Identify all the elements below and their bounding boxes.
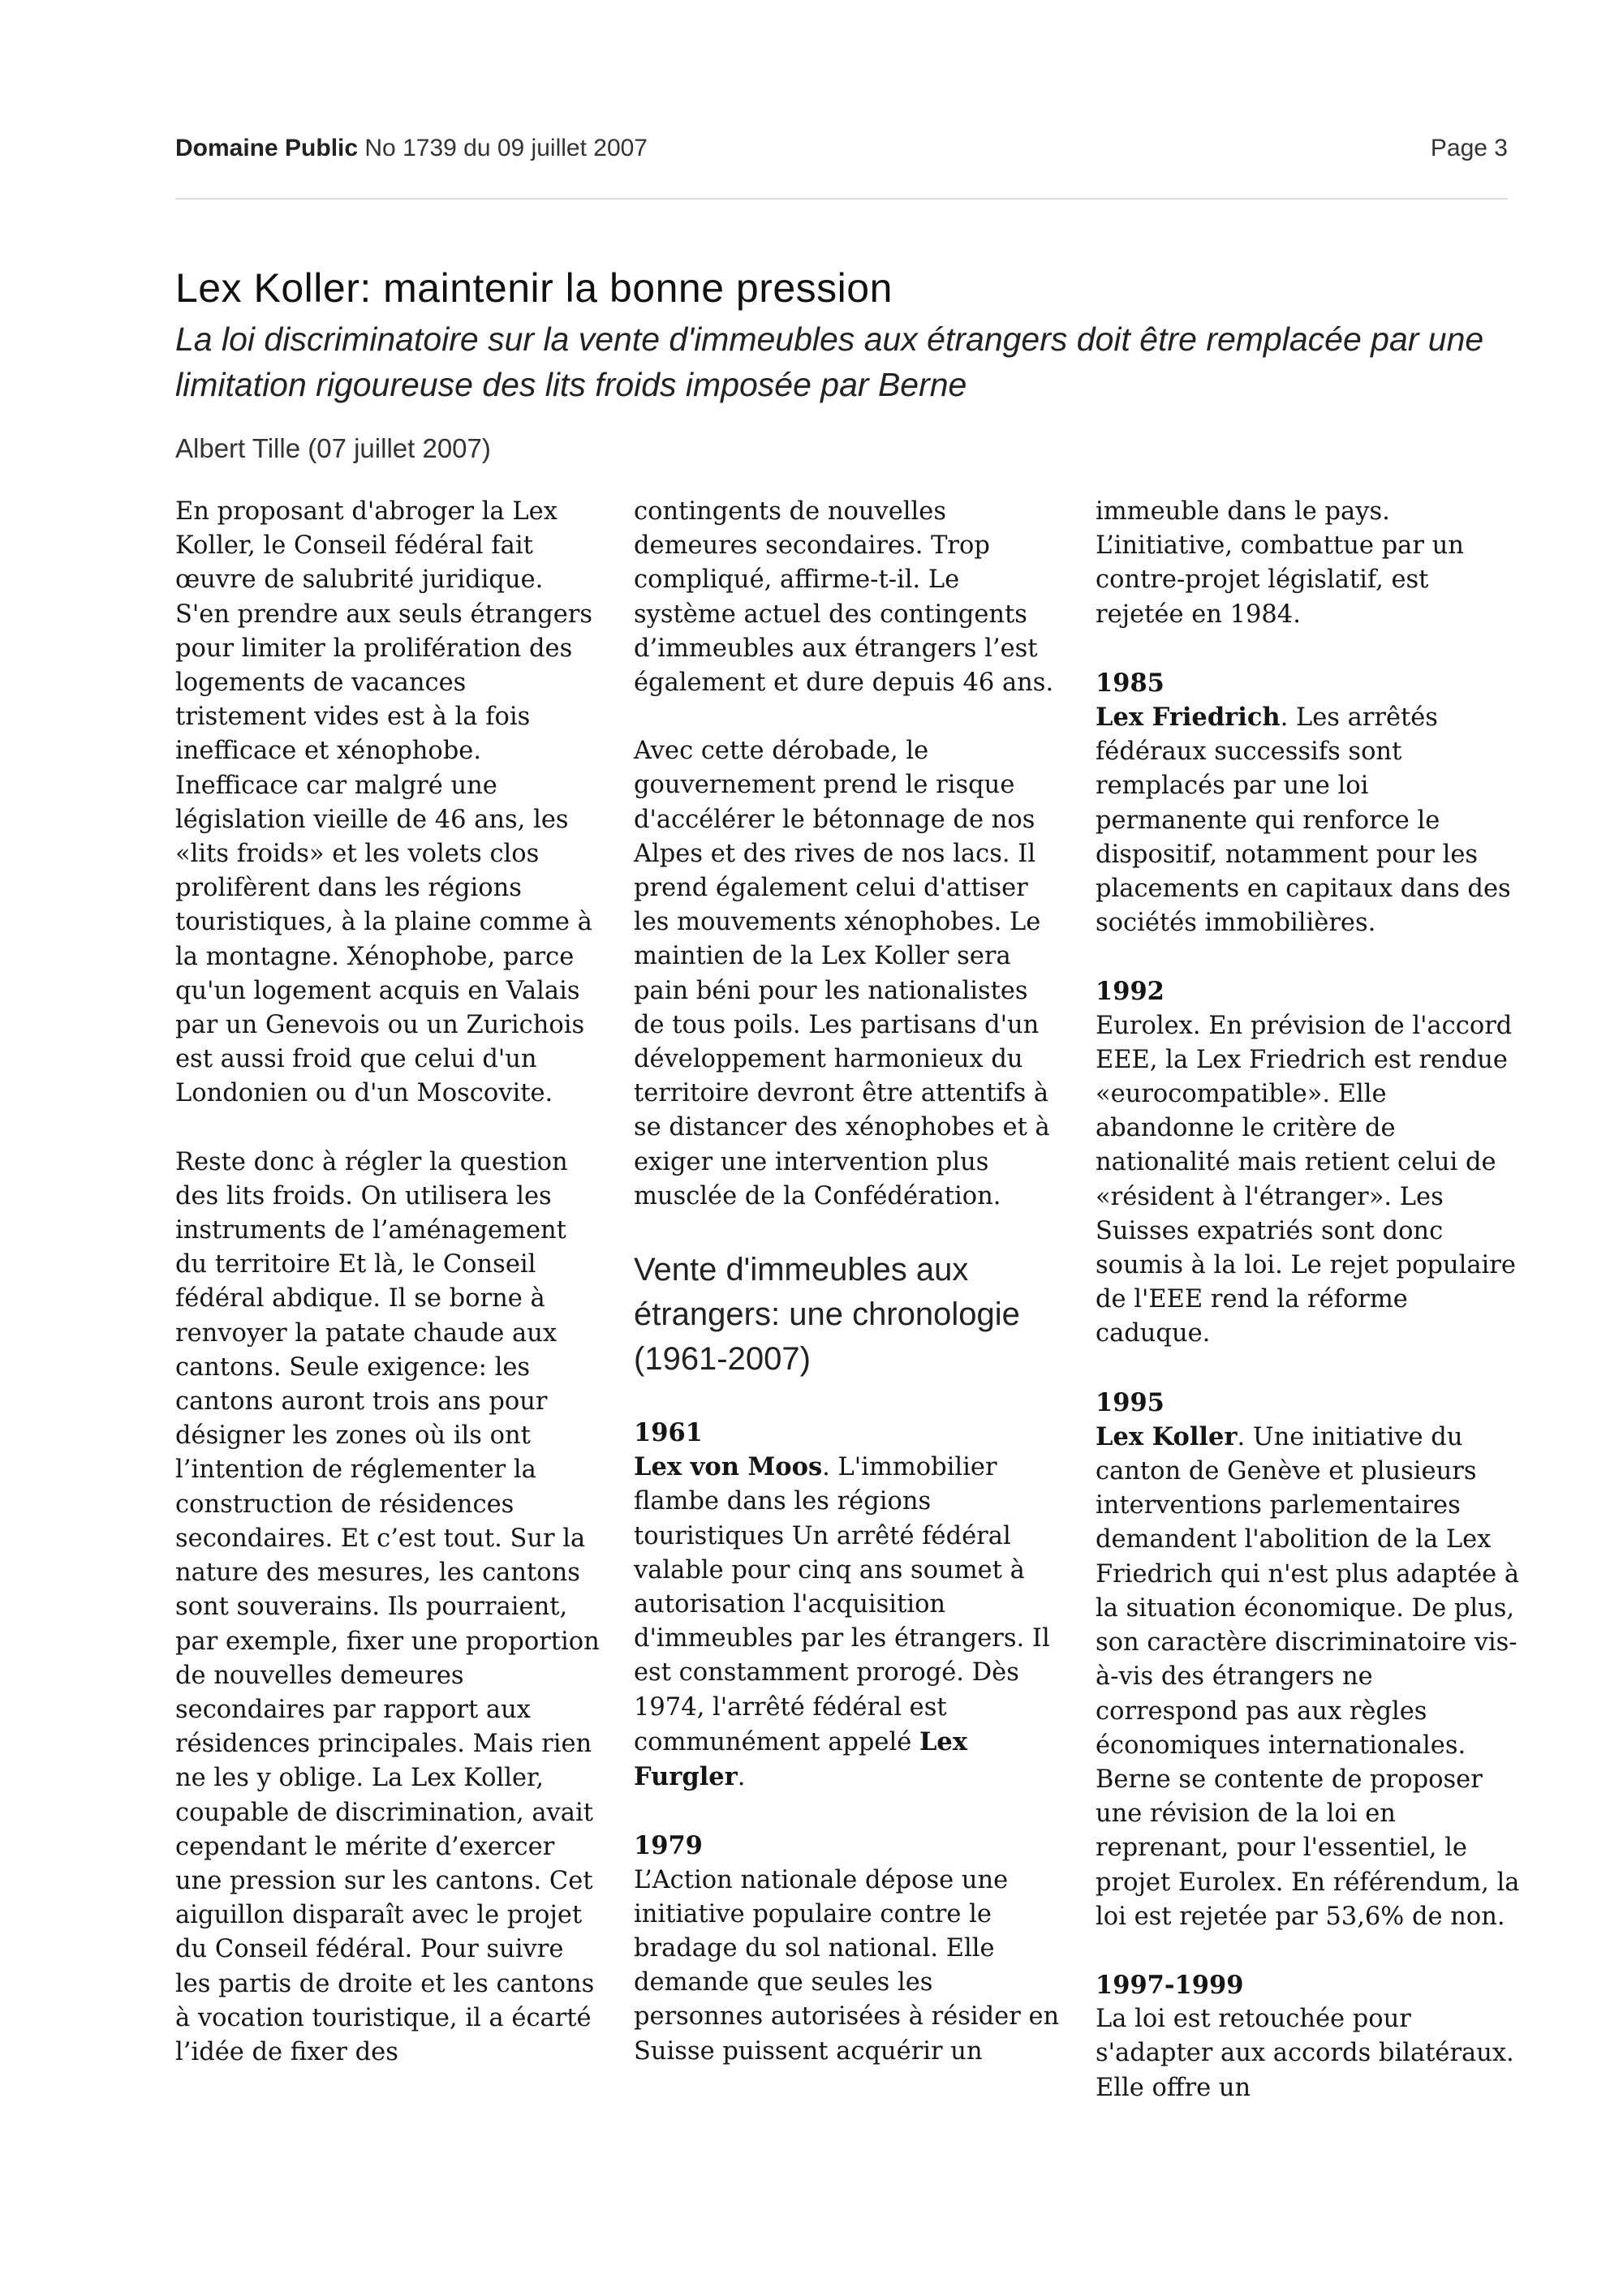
entry-1979-continued: immeuble dans le pays. L’initiative, combattue par un contre-projet législatif, est rejetée en 1984. [1096, 497, 1464, 629]
paragraph-3: Avec cette dérobade, le gouvernement prend le risque d'accélérer le bétonnage de nos Alpes et des rives de nos lacs. Il prend également celui d'attiser les mouvements xénophobes. Le maintien de la Lex Koller sera pain béni pour les nationalistes de tous poils. Les partisans d'un développement harmonieux du territoire devront être attentifs à se distancer des xénophobes et à exiger une intervention plus musclée de la Confédération. [634, 737, 1050, 1210]
entry-year: 1992 [1096, 977, 1165, 1007]
entry-lex-name: Lex Koller [1096, 1421, 1238, 1451]
column-2 [634, 495, 1060, 2103]
entry-year: 1997-1999 [1096, 1970, 1244, 2000]
entry-year: 1995 [1096, 1387, 1165, 1417]
paragraph-1: En proposant d'abroger la Lex Koller, le Conseil fédéral fait œuvre de salubrité juridique. S'en prendre aux seuls étrangers pour limiter la prolifération des logements de vacances tristement vides est à la fois inefficace et xénophobe. Inefficace car malgré une législation vieille de 46 ans, les «lits froids» et les volets clos prolifèrent dans les régions touristiques, à la plaine comme à la montagne. Xénophobe, parce qu'un logement acquis en Valais par un Genevois ou un Zurichois est aussi froid que celui d'un Londonien ou d'un Moscovite. [175, 497, 593, 1108]
entry-text: La loi est retouchée pour s'adapter aux accords bilatéraux. Elle offre un [1096, 2005, 1514, 2102]
publication-name: Domaine Public [175, 135, 359, 161]
article-byline: Albert Tille (07 juillet 2007) [175, 433, 491, 463]
chronology-entry-1992 [1096, 974, 1522, 1351]
chronology-heading: Vente d'immeubles aux étrangers: une chronologie (1961-2007) [634, 1252, 1020, 1378]
issue-info: No 1739 du 09 juillet 2007 [364, 135, 648, 161]
entry-text: . Les arrêtés fédéraux successifs sont remplacés par une loi permanente qui renforce le dispositif, notamment pour les placements en capitaux dans des sociétés immobilières. [1096, 703, 1511, 938]
entry-year: 1985 [1096, 668, 1165, 698]
entry-year: 1979 [634, 1831, 703, 1861]
chronology-entry-1985 [1096, 666, 1522, 941]
chronology-entry-1979 [634, 1829, 1060, 2068]
entry-text: . Une initiative du canton de Genève et plusieurs interventions parlementaires demandent l'abolition de la Lex Friedrich qui n'est plus adaptée à la situation économique. De plus, son caractère discriminatoire vis-à-vis des étrangers ne correspond pas aux règles économiques internationales. Berne se contente de proposer une révision de la loi en reprenant, pour l'essentiel, le projet Eurolex. En référendum, la loi est rejetée par 53,6% de non. [1096, 1422, 1520, 1931]
entry-text: . L'immobilier flambe dans les régions touristiques Un arrêté fédéral valable pour cinq ans soumet à autorisation l'acquisition d'immeubles par les étrangers. Il est constamment prorogé. Dès 1974, l'arrêté fédéral est communément appelé [634, 1453, 1050, 1756]
entry-tail: . [737, 1763, 746, 1792]
chronology-entry-1997-1999 [1096, 1968, 1522, 2105]
chronology-entry-1995 [1096, 1386, 1522, 1934]
entry-lex-name: Lex von Moos [634, 1452, 823, 1482]
header-divider [175, 198, 1508, 200]
entry-lex-name-2: Lex Furgler [634, 1726, 968, 1792]
page-number: Page 3 [1430, 135, 1508, 161]
paragraph-2-end: contingents de nouvelles demeures secondaires. Trop compliqué, affirme-t-il. Le système actuel des contingents d’immeubles aux étrangers l’est également et dure depuis 46 ans. [634, 497, 1054, 698]
column-1 [175, 495, 601, 2104]
entry-text-start: L’Action nationale dépose une initiative populaire contre le bradage du sol national. Elle demande que seules les personnes autorisées à résider en Suisse puissent acquérir un [634, 1865, 1060, 2066]
entry-year: 1961 [634, 1418, 703, 1448]
entry-lex-name: Lex Friedrich [1096, 703, 1281, 733]
article-subtitle: La loi discriminatoire sur la vente d'immeubles aux étrangers doit être remplacée par une limitation rigoureuse des lits froids imposée par Berne [175, 320, 1484, 403]
article-title: Lex Koller: maintenir la bonne pression [175, 265, 893, 311]
paragraph-2-start: Reste donc à régler la question des lits froids. On utilisera les instruments de l’aménagement du territoire Et là, le Conseil fédéral abdique. Il se borne à renvoyer la patate chaude aux cantons. Seule exigence: les cantons auront trois ans pour désigner les zones où ils ont l’intention de réglementer la construction de résidences secondaires. Et c’est tout. Sur la nature des mesures, les cantons sont souverains. Ils pourraient, par exemple, fixer une proportion de nouvelles demeures secondaires par rapport aux résidences principales. Mais rien ne les y oblige. La Lex Koller, coupable de discrimination, avait cependant le mérite d’exercer une pression sur les cantons. Cet aiguillon disparaît avec le projet du Conseil fédéral. Pour suivre les partis de droite et les cantons à vocation touristique, il a écarté l’idée de fixer des [175, 1147, 600, 2066]
chronology-entry-1961 [634, 1416, 1060, 1795]
column-3 [1096, 495, 1522, 2139]
page-header [175, 135, 1508, 170]
entry-text: Eurolex. En prévision de l'accord EEE, la Lex Friedrich est rendue «eurocompatible». Elle abandonne le critère de nationalité mais retient celui de «résident à l'étranger». Les Suisses expatriés sont donc soumis à la loi. Le rejet populaire de l'EEE rend la réforme caduque. [1096, 1011, 1516, 1348]
